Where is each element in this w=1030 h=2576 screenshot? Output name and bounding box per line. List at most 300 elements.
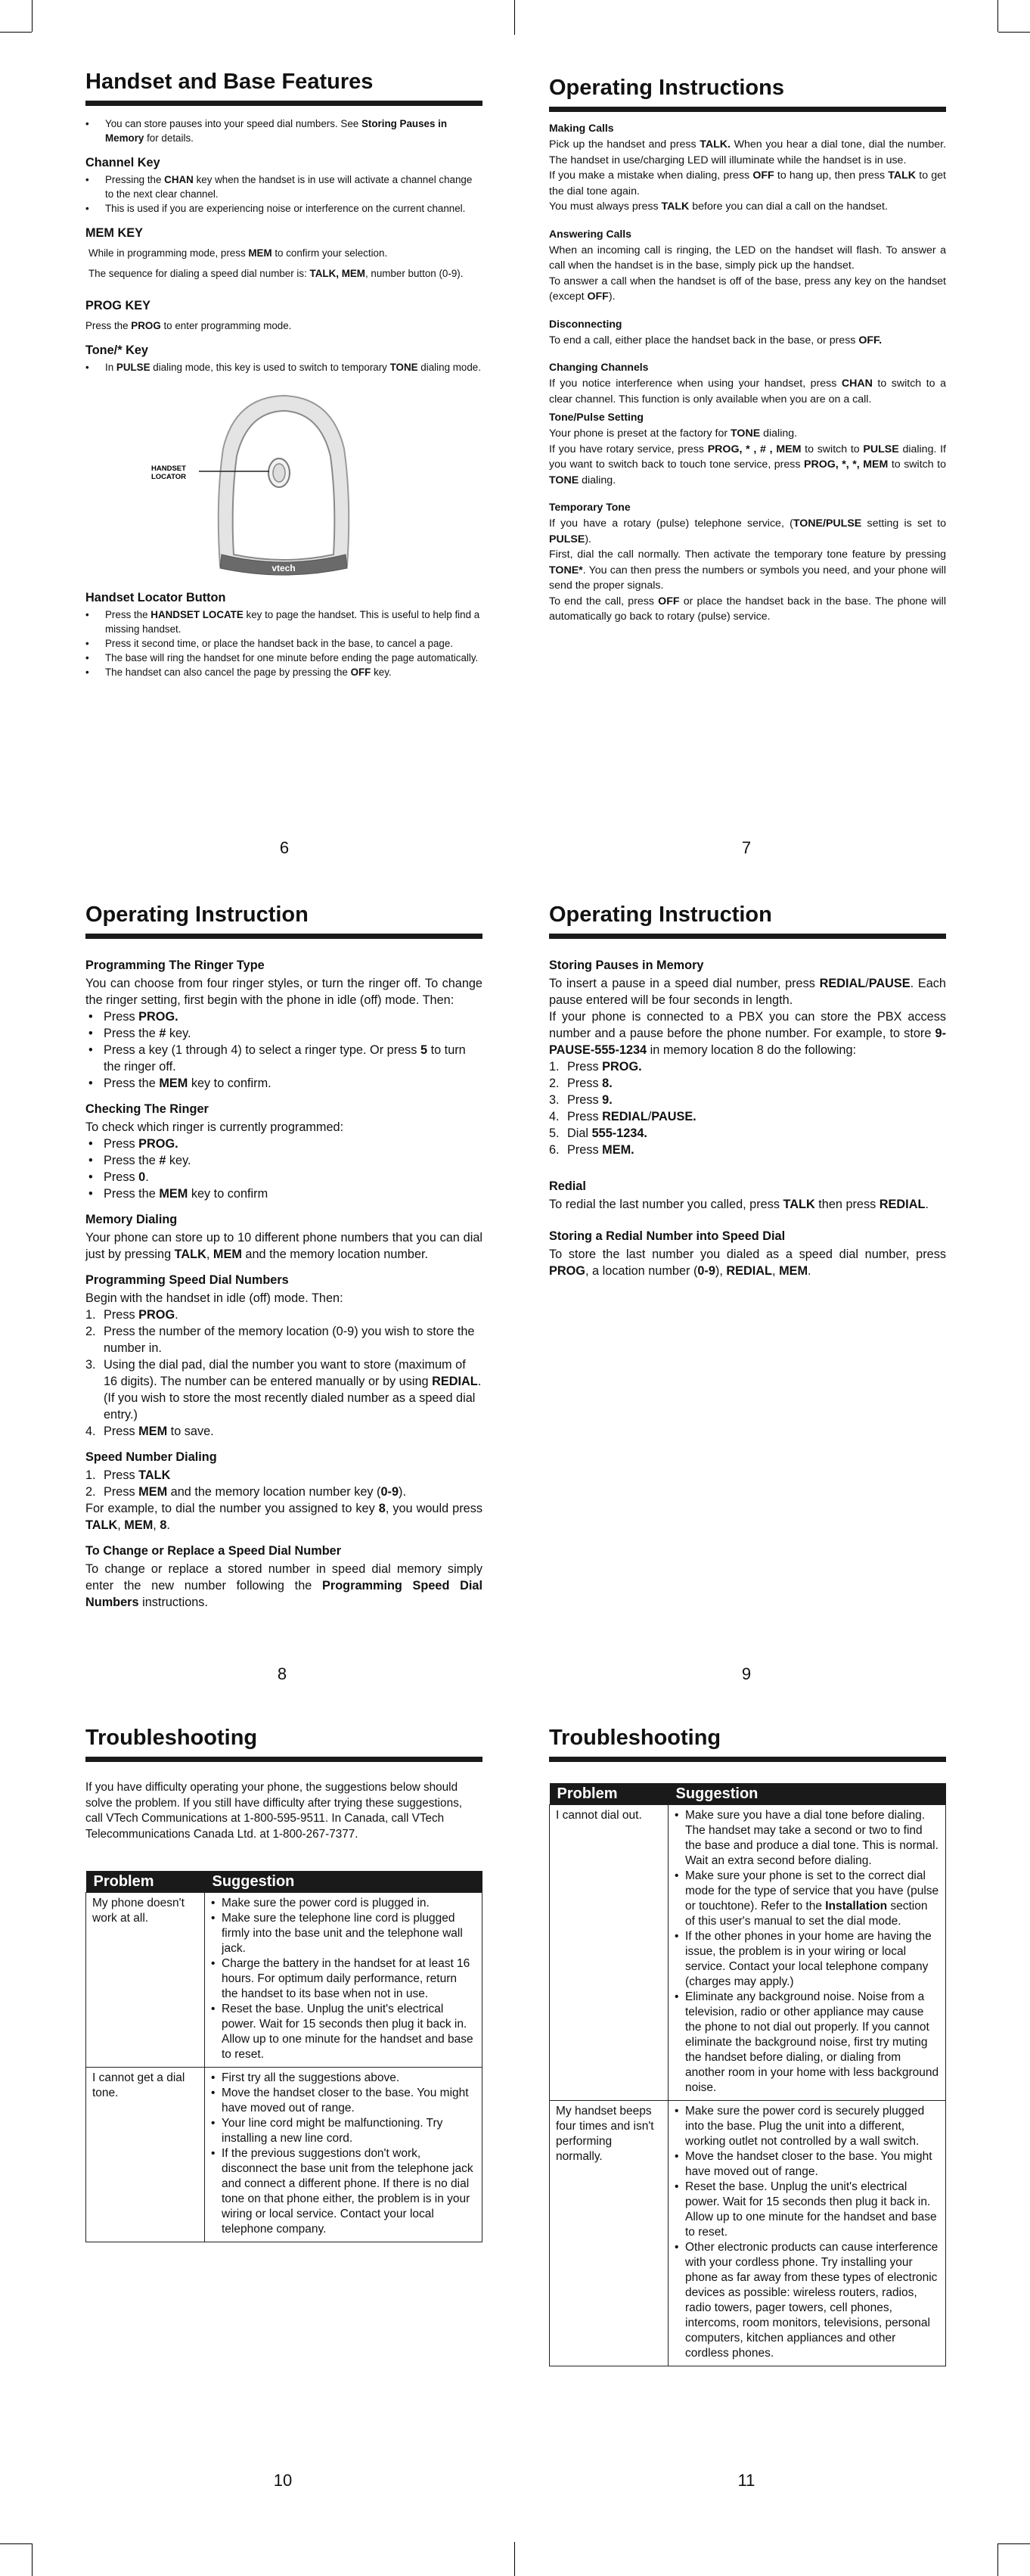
text: When you hear a dial tone, dial the number. The handset in use/charging LED will illuminate while the handset is in use. (549, 138, 946, 166)
text: Press (567, 1110, 603, 1124)
bold-text: HANDSET LOCATE (150, 609, 244, 621)
section-heading: Redial (549, 1179, 586, 1194)
bold-text: TALK (661, 200, 690, 213)
text: The handset can also cancel the page by pressing the (105, 667, 351, 679)
paragraph (88, 246, 482, 260)
list-number: 5. (549, 1126, 560, 1141)
crop-mark (32, 0, 33, 32)
list-item (85, 1423, 482, 1440)
text: Press (567, 1077, 603, 1091)
text: Eliminate any background noise. Noise from a television, radio or other appliance may cause the phone to not dial out properly. If you cannot eliminate the background noise, first try muting the handset before dialing, or dialing from another room in your home with less background noise. (685, 1990, 939, 2095)
text: dialing. (579, 474, 616, 486)
text: , you would press (385, 1502, 482, 1516)
list-item (85, 1075, 482, 1092)
text: Press the (104, 1077, 160, 1091)
intro-paragraph: If you have difficulty operating your phone, the suggestions below should solve the problem. If you still have difficulty after trying these suggestions, call VTech Communications at 1-800-595-9511. In Canada, call VTech Telecommunications Canada Ltd. at 1-800-267-7377. (85, 1781, 462, 1841)
text: To end the call, press (549, 595, 659, 607)
text: , (772, 1264, 780, 1279)
text: If your phone is connected to a PBX you can store the PBX access number and a pause before the phone number. For example, to store (549, 1010, 946, 1041)
text: The base will ring the handset for one minute before ending the page automatically. (105, 652, 479, 664)
text: key to confirm. (188, 1077, 271, 1091)
bold-text: PULSE (116, 362, 150, 374)
bold-text: 0-9 (380, 1485, 399, 1499)
text: to switch to (801, 443, 864, 455)
list-item (549, 1092, 946, 1108)
list-text (104, 1307, 178, 1323)
list-number: 6. (549, 1143, 560, 1157)
suggestion-item (211, 2146, 476, 2237)
bold-text: TALK (85, 1518, 118, 1533)
bold-text: 8 (160, 1518, 167, 1533)
text: Press (567, 1060, 603, 1074)
section-heading: Speed Number Dialing (85, 1450, 217, 1465)
bold-text: MEM (138, 1425, 168, 1439)
troubleshooting-table (549, 1783, 946, 2366)
bold-text: TALK (888, 169, 917, 182)
paragraph: You can choose from four ringer styles, or turn the ringer off. To change the ringer setting, first begin with the phone in idle (off) mode. Then: (85, 977, 482, 1008)
text: First, dial the call normally. Then activate the temporary tone feature by pressing (549, 548, 946, 561)
section-heading: Temporary Tone (549, 501, 631, 514)
list-text (104, 1356, 482, 1423)
bullet-list (85, 1008, 482, 1092)
page-title: Troubleshooting (85, 1726, 258, 1750)
bold-text: 8. (602, 1077, 613, 1091)
list-text (104, 1323, 482, 1356)
text: , (153, 1518, 160, 1533)
bold-text: TALK (783, 1198, 815, 1212)
list-item (85, 1008, 482, 1025)
text: Other electronic products can cause interference with your cordless phone. Try installing your phone as far away from these types of electronic devices as possible: wireless routers, radios, radio towers, pager towers, cell phones, intercoms, room monitors, televisions, personal computers, kitchen appliances and other cordless phones. (685, 2241, 938, 2360)
list-item (85, 172, 482, 201)
problem-cell: My handset beeps four times and isn't performing normally. (550, 2101, 669, 2366)
paragraph (549, 975, 946, 1008)
text: . (If you wish to store the most recently dialed number as a speed dial entry.) (104, 1375, 482, 1422)
text: Press the (104, 1187, 160, 1201)
list-text (567, 1142, 634, 1158)
suggestion-cell (669, 2101, 946, 2366)
list-item (85, 1307, 482, 1323)
list-item (85, 636, 482, 651)
text: Press it second time, or place the handset back in the base, to cancel a page. (105, 638, 454, 650)
text: You must always press (549, 200, 662, 213)
column-header: Suggestion (205, 1871, 482, 1893)
brand-logo: vtech (271, 563, 296, 574)
text: Your line cord might be malfunctioning. Try installing a new line cord. (222, 2117, 443, 2146)
text: Move the handset closer to the base. You might have moved out of range. (222, 2087, 469, 2115)
suggestion-item (675, 2240, 939, 2361)
section-heading: Storing Pauses in Memory (549, 959, 704, 973)
list-text (567, 1108, 696, 1125)
text: To answer a call when the handset is off of the base, press any key on the handset (except (549, 275, 946, 303)
page-11 (549, 1726, 946, 2366)
text: Press (104, 1170, 139, 1185)
paragraph (549, 547, 946, 594)
crop-mark (998, 32, 1030, 33)
text: key. (166, 1154, 191, 1168)
list-text (567, 1125, 647, 1142)
page-8 (85, 903, 482, 1611)
paragraph (549, 516, 946, 547)
text: Press the (104, 1154, 160, 1168)
page-title: Troubleshooting (549, 1726, 721, 1750)
bold-text: Installation (825, 1900, 888, 1913)
text: instructions. (138, 1596, 208, 1610)
bold-text: 8 (378, 1502, 386, 1516)
bullet-list (85, 172, 482, 216)
text: , a location number ( (585, 1264, 698, 1279)
bold-text: TONE (549, 474, 579, 486)
text: For example, to dial the number you assigned to key (85, 1502, 379, 1516)
text: Press the (85, 320, 132, 332)
text: ). (608, 291, 616, 303)
list-number: 4. (85, 1425, 96, 1439)
bold-text: REDIAL (879, 1198, 926, 1212)
numbered-list (85, 1467, 482, 1500)
page-9 (549, 903, 946, 1279)
bold-text: OFF (752, 169, 774, 182)
bold-text: 9-PAUSE-555-1234 (549, 1027, 946, 1058)
problem-cell: My phone doesn't work at all. (86, 1893, 205, 2068)
sections (549, 121, 946, 625)
page-number: 6 (279, 838, 290, 857)
text: to save. (167, 1425, 214, 1439)
text: and the memory location number key ( (167, 1485, 381, 1499)
list-item (549, 1108, 946, 1125)
bold-text: 555-1234. (591, 1126, 647, 1141)
text: to hang up, then press (774, 169, 889, 182)
section-heading: Disconnecting (549, 317, 622, 330)
page-number: 10 (273, 2471, 293, 2490)
text: . (166, 1518, 170, 1533)
page-title: Operating Instruction (85, 903, 309, 927)
text: ). (399, 1485, 406, 1499)
text: then press (814, 1198, 880, 1212)
bold-text: REDIAL (819, 977, 866, 991)
bold-text: # (159, 1027, 166, 1041)
locator-button[interactable] (268, 458, 290, 487)
list-number: 1. (85, 1468, 96, 1483)
text: While in programming mode, press (88, 247, 249, 259)
text: Your phone can store up to 10 different phone numbers that you can dial just by pressing (85, 1231, 482, 1262)
table-row (86, 2068, 482, 2242)
text: If you have rotary service, press (549, 443, 708, 455)
paragraph (85, 1561, 482, 1611)
suggestion-item (675, 1990, 939, 2096)
paragraph (549, 442, 946, 489)
suggestion-item (211, 2071, 476, 2086)
list-item (549, 1125, 946, 1142)
paragraph (549, 243, 946, 274)
list-item (549, 1058, 946, 1075)
text: key to confirm (188, 1187, 268, 1201)
text: . (925, 1198, 929, 1212)
paragraph (85, 1500, 482, 1533)
list-number: 3. (85, 1358, 96, 1372)
bold-text: PROG (549, 1264, 585, 1279)
bold-text: Programming Speed Dial Numbers (85, 1579, 482, 1610)
crop-mark (0, 2543, 32, 2544)
text: Reset the base. Unplug the unit's electrical power. Wait for 15 seconds then plug it back in. Allow up to one minute for the handset and base to reset. (222, 2003, 473, 2062)
title-rule (549, 107, 946, 112)
text: . Each pause entered will be four seconds in length. (549, 977, 946, 1008)
bold-text: MEM (159, 1077, 188, 1091)
section-heading: Making Calls (549, 122, 614, 135)
text: To change or replace a stored number in speed dial memory simply enter the new number following the (85, 1562, 482, 1593)
page-title: Operating Instruction (549, 903, 772, 927)
problem-cell: I cannot dial out. (550, 1805, 669, 2101)
suggestion-cell (669, 1805, 946, 2101)
list-text (567, 1058, 642, 1075)
text: If you notice interference when using your handset, press (549, 378, 842, 390)
text: key to page the handset. This is useful to help find a missing handset. (105, 609, 480, 635)
list-number: 3. (549, 1093, 560, 1108)
crop-mark (0, 32, 32, 33)
paragraph (549, 1196, 946, 1213)
text: . You can then press the numbers or symbols you need, and your phone will send the proper signals. (549, 564, 946, 592)
bold-text: REDIAL (432, 1375, 478, 1389)
list-item (85, 1169, 482, 1185)
text: To redial the last number you called, press (549, 1198, 783, 1212)
section-heading: Tone/Pulse Setting (549, 411, 644, 424)
paragraph (549, 1008, 946, 1058)
table-row (550, 1805, 946, 2101)
list-text (104, 1484, 406, 1500)
bold-text: PAUSE. (651, 1110, 696, 1124)
crop-mark (997, 0, 998, 32)
text: To end a call, either place the handset back in the base, or press (549, 334, 859, 346)
bold-text: MEM (248, 247, 272, 259)
paragraph (549, 594, 946, 625)
text: If the previous suggestions don't work, disconnect the base unit from the telephone jack and connect a different phone. If there is no dial tone on that phone either, the problem is in your wiring or local service. Contact your local telephone company. (222, 2147, 473, 2236)
text: , (117, 1518, 125, 1533)
text: Press (104, 1468, 139, 1483)
paragraph (549, 426, 946, 442)
list-item (85, 665, 482, 679)
paragraph: To check which ringer is currently programmed: (85, 1120, 344, 1135)
list-item (85, 1152, 482, 1169)
section-heading: PROG KEY (85, 299, 150, 313)
text: Move the handset closer to the base. You might have moved out of range. (685, 2150, 932, 2179)
bold-text: TALK, MEM (309, 268, 365, 280)
bold-text: PROG. (602, 1060, 642, 1074)
list-item (85, 360, 482, 374)
bold-text: TALK (174, 1248, 206, 1262)
text: to enter programming mode. (160, 320, 292, 332)
text: . (145, 1170, 149, 1185)
column-header: Problem (550, 1783, 669, 1805)
text: to switch to a clear channel. This function is only available when you are on a call. (549, 378, 946, 406)
text: Make sure the power cord is plugged in. (222, 1897, 430, 1910)
bold-text: PROG (138, 1308, 175, 1322)
bold-text: MEM (159, 1187, 188, 1201)
bold-text: CHAN (841, 378, 873, 390)
list-number: 2. (85, 1325, 96, 1339)
section-heading: To Change or Replace a Speed Dial Number (85, 1544, 342, 1558)
text: Press (567, 1093, 603, 1108)
paragraph (85, 319, 482, 333)
list-text (567, 1075, 613, 1092)
text: . (175, 1308, 178, 1322)
bold-text: OFF (658, 595, 680, 607)
text: key. (371, 667, 392, 679)
text: before you can dial a call on the handset. (689, 200, 888, 213)
text: dialing. If you want to switch back to touch tone service, press (549, 443, 947, 471)
crop-mark (514, 2542, 515, 2576)
text: The sequence for dialing a speed dial number is: (88, 268, 310, 280)
text: If the other phones in your home are having the issue, the problem is in your wiring or local service. Contact your local telephone company (charges may apply.) (685, 1930, 932, 1989)
crop-mark (32, 2543, 33, 2576)
text: Press the number of the memory location (0-9) you wish to store the number in. (104, 1325, 475, 1356)
text: Make sure you have a dial tone before dialing. The handset may take a second or two to find the base and produce a dial tone. This is normal. Wait an extra second before dialing. (685, 1809, 938, 1868)
section-heading: Programming The Ringer Type (85, 959, 265, 973)
text: dialing mode, this key is used to switch to temporary (150, 362, 390, 374)
text: In (105, 362, 116, 374)
page-number: 7 (741, 838, 752, 857)
text: You can store pauses into your speed dial numbers. See (105, 118, 361, 130)
bold-text: PROG (131, 320, 161, 332)
text: ). (585, 533, 591, 545)
text: Press (104, 1137, 139, 1151)
numbered-list (85, 1307, 482, 1440)
bold-text: CHAN (164, 174, 194, 186)
bold-text: MEM. (602, 1143, 634, 1157)
text: for details. (144, 132, 194, 144)
bold-text: REDIAL (602, 1110, 648, 1124)
text: / (647, 1110, 652, 1124)
list-item (85, 201, 482, 216)
suggestion-item (675, 2149, 939, 2180)
bold-text: # (159, 1154, 166, 1168)
text: If you make a mistake when dialing, press (549, 169, 753, 182)
bold-text: 0 (138, 1170, 146, 1185)
paragraph: Begin with the handset in idle (off) mode. Then: (85, 1291, 343, 1306)
text: If you have a rotary (pulse) telephone service, ( (549, 517, 793, 530)
suggestion-item (211, 2002, 476, 2062)
text: Charge the battery in the handset for at least 16 hours. For optimum daily performance, return the handset to its base when not in use. (222, 1957, 470, 2001)
suggestion-item (675, 1869, 939, 1929)
bold-text: PROG. (138, 1010, 178, 1024)
callout-label: HANDSET (151, 465, 186, 474)
text: Pressing the (105, 174, 165, 186)
paragraph (549, 137, 946, 168)
bold-text: PULSE (863, 443, 899, 455)
page-title: Operating Instructions (549, 76, 784, 100)
list-item (549, 1142, 946, 1158)
list-item (85, 1467, 482, 1484)
list-number: 1. (85, 1308, 96, 1322)
paragraph (549, 1246, 946, 1279)
list-item (85, 1136, 482, 1152)
section-heading: Handset Locator Button (85, 591, 226, 605)
column-header: Problem (86, 1871, 205, 1893)
section-heading: Tone/* Key (85, 343, 148, 358)
section-heading: Changing Channels (549, 361, 649, 374)
text: To insert a pause in a speed dial number, press (549, 977, 820, 991)
handset-figure (85, 381, 482, 585)
text: First try all the suggestions above. (222, 2071, 400, 2085)
suggestion-item (675, 2104, 939, 2149)
page-10 (85, 1726, 482, 2242)
suggestion-item (211, 1911, 476, 1956)
text: Press (104, 1308, 139, 1322)
bold-text: OFF (587, 291, 609, 303)
text: . (808, 1264, 811, 1279)
bold-text: TALK. (700, 138, 731, 151)
list-number: 1. (549, 1060, 560, 1074)
bold-text: TONE* (549, 564, 583, 576)
list-text (104, 1423, 214, 1440)
text: Reset the base. Unplug the unit's electrical power. Wait for 15 seconds then plug it back in. Allow up to one minute for the handset and base to reset. (685, 2180, 937, 2239)
title-rule (549, 1757, 946, 1762)
text: or place the handset back in the base. The phone will automatically go back to rotary (pulse) service. (549, 595, 946, 623)
text: to confirm your selection. (271, 247, 388, 259)
text: Pick up the handset and press (549, 138, 700, 151)
bold-text: PAUSE (868, 977, 911, 991)
text: key. (166, 1027, 191, 1041)
text: dialing mode. (417, 362, 481, 374)
bold-text: TONE (731, 427, 761, 440)
handset-base-illustration (85, 381, 482, 585)
bold-text: 9. (602, 1093, 613, 1108)
text: key when the handset is in use will activate a channel change to the next clear channel. (105, 174, 473, 200)
suggestion-item (675, 1929, 939, 1990)
list-number: 4. (549, 1110, 560, 1124)
text: Press (104, 1010, 139, 1024)
bold-text: TONE (389, 362, 418, 374)
text: / (865, 977, 869, 991)
bold-text: MEM (779, 1264, 808, 1279)
text: Press the (104, 1027, 160, 1041)
section-heading: Channel Key (85, 156, 160, 170)
problem-cell: I cannot get a dial tone. (86, 2068, 205, 2242)
section-heading: Programming Speed Dial Numbers (85, 1273, 289, 1288)
title-rule (85, 934, 482, 939)
text: Make sure the power cord is securely plugged into the base. Plug the unit into a different, working outlet not controlled by a wall switch. (685, 2105, 925, 2149)
suggestion-item (211, 1956, 476, 2002)
bold-text: PROG. (138, 1137, 178, 1151)
bold-text: 0-9 (697, 1264, 715, 1279)
list-item (85, 1323, 482, 1356)
crop-mark (514, 0, 515, 35)
paragraph (549, 376, 946, 407)
list-item (85, 1356, 482, 1423)
text: To store the last number you dialed as a speed dial number, press (549, 1248, 946, 1262)
crop-mark (997, 2543, 998, 2576)
paragraph (549, 168, 946, 199)
section-heading: Memory Dialing (85, 1213, 178, 1227)
bold-text: Storing Pauses in Memory (105, 118, 448, 144)
bold-text: PROG, *, *, MEM (804, 458, 889, 471)
crop-mark (998, 2543, 1030, 2544)
paragraph (85, 1229, 482, 1263)
table-row (86, 1893, 482, 2068)
page-7 (549, 76, 946, 625)
text: and the memory location number. (241, 1248, 429, 1262)
callout-label: LOCATOR (150, 473, 187, 482)
text: section of this user's manual to set the dial mode. (685, 1900, 928, 1928)
table-row (550, 2101, 946, 2366)
pause-note (85, 117, 482, 145)
text: ), (715, 1264, 727, 1279)
bold-text: PULSE (549, 533, 585, 545)
text: This is used if you are experiencing noise or interference on the current channel. (105, 203, 466, 215)
text: setting is set to (861, 517, 946, 530)
text: When an incoming call is ringing, the LED on the handset will flash. To answer a call when the handset is in the base, simply pick up the handset. (549, 244, 946, 272)
section-heading: Storing a Redial Number into Speed Dial (549, 1229, 786, 1244)
bold-text: MEM (213, 1248, 242, 1262)
list-number: 2. (549, 1077, 560, 1091)
page-title: Handset and Base Features (85, 70, 374, 94)
